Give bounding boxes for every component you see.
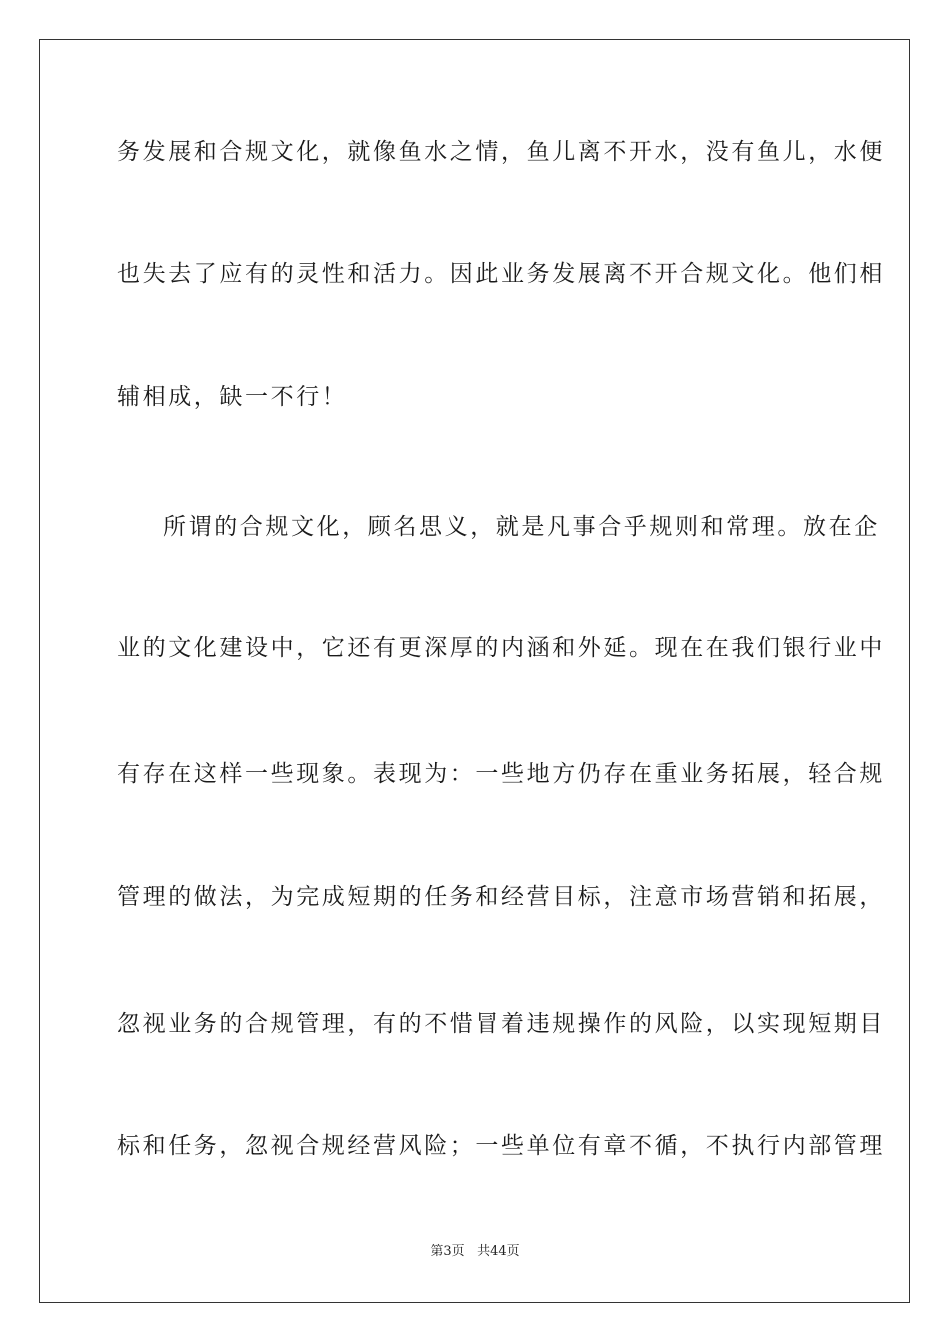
page-footer [0, 1244, 950, 1260]
text-line-6: 有存在这样一些现象。表现为：一些地方仍存在重业务拓展，轻合规 [117, 761, 885, 787]
text-line-8: 忽视业务的合规管理，有的不惜冒着违规操作的风险，以实现短期目 [117, 1011, 885, 1037]
page-border [39, 39, 910, 1303]
text-line-1: 务发展和合规文化，就像鱼水之情，鱼儿离不开水，没有鱼儿，水便 [117, 139, 885, 165]
text-line-2: 也失去了应有的灵性和活力。因此业务发展离不开合规文化。他们相 [117, 261, 885, 287]
text-line-9: 标和任务，忽视合规经营风险；一些单位有章不循，不执行内部管理 [117, 1133, 885, 1159]
text-line-3: 辅相成，缺一不行！ [117, 384, 348, 410]
total-pages: 共44页 [477, 1244, 520, 1259]
text-line-7: 管理的做法，为完成短期的任务和经营目标，注意市场营销和拓展， [117, 884, 885, 910]
text-line-4-paragraph-start: 所谓的合规文化，顾名思义，就是凡事合乎规则和常理。放在企 [163, 514, 880, 540]
text-line-5: 业的文化建设中，它还有更深厚的内涵和外延。现在在我们银行业中 [117, 635, 885, 661]
page-number: 第3页 [430, 1244, 465, 1259]
